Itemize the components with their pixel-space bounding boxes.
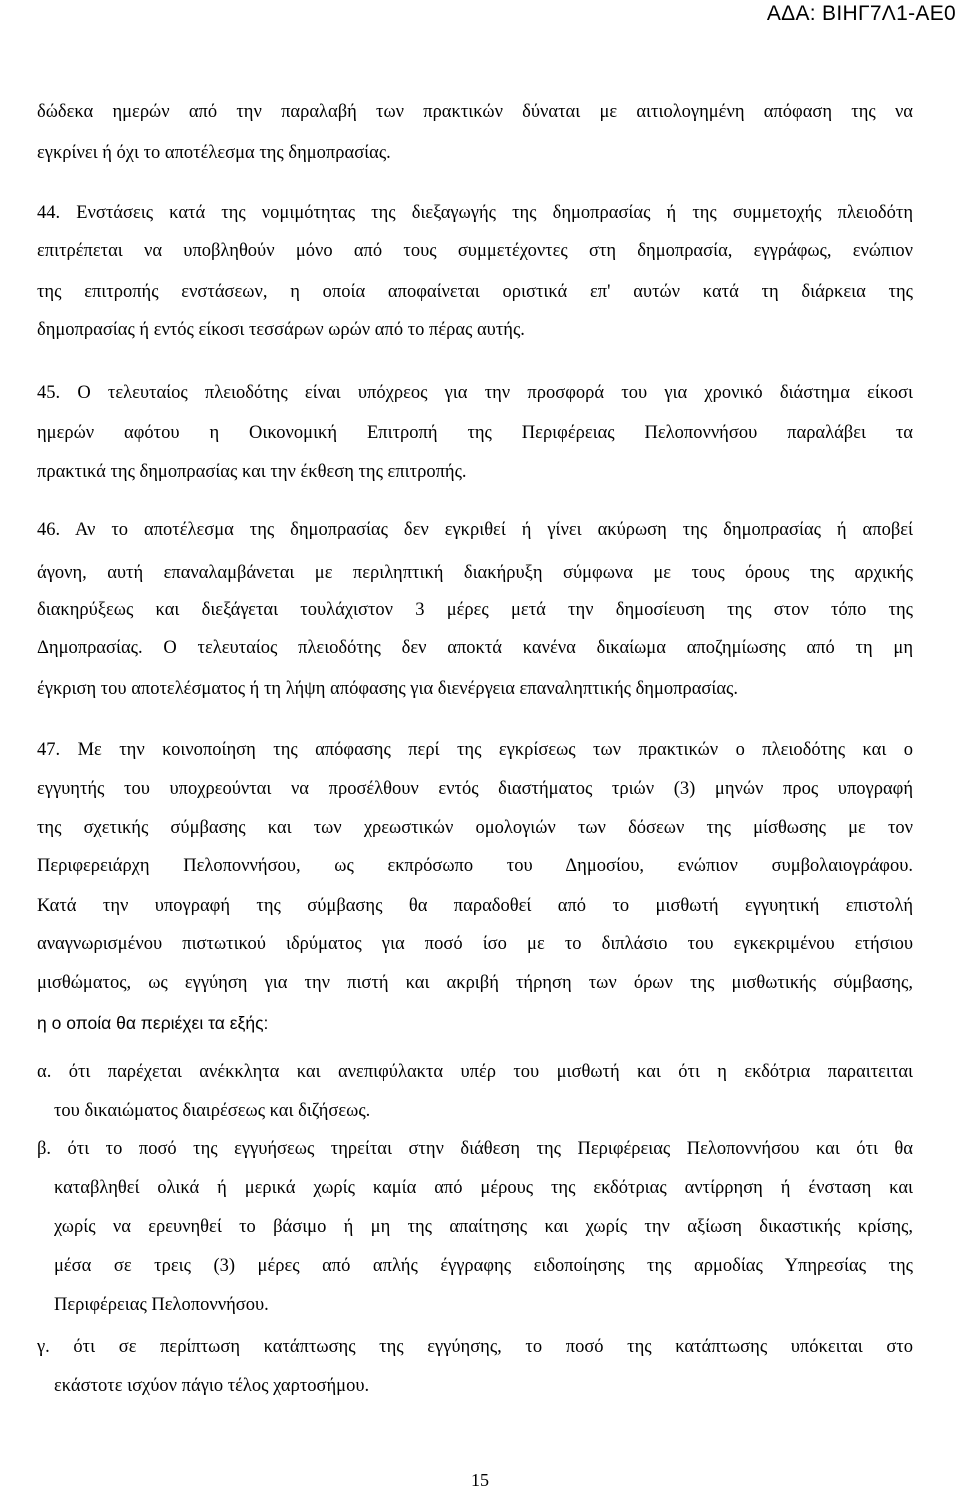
text-line: Δημοπρασίας. Ο τελευταίος πλειοδότης δεν αποκτά κανένα δικαίωμα αποζημίωσης από τη μη <box>37 638 913 658</box>
text-line: εγκρίνει ή όχι το αποτέλεσμα της δημοπρασίας. <box>37 143 391 163</box>
list-item-c: γ. ότι σε περίπτωση κατάπτωσης της εγγύησης, το ποσό της κατάπτωσης υπόκειται στο <box>37 1337 913 1357</box>
text-line: δημοπρασίας ή εντός είκοσι τεσσάρων ωρών από το πέρας αυτής. <box>37 320 525 340</box>
text-line: άγονη, αυτή επαναλαμβάνεται με περιληπτική διακήρυξη σύμφωνα με τους όρους της αρχικής <box>37 563 913 583</box>
text-line: του δικαιώματος διαιρέσεως και διζήσεως. <box>54 1101 371 1121</box>
text-line: ημερών αφότου η Οικονομική Επιτροπή της Περιφέρειας Πελοποννήσου παραλάβει τα <box>37 423 913 443</box>
text-line: επιτρέπεται να υποβληθούν μόνο από τους συμμετέχοντες στη δημοπρασία, εγγράφως, ενώπιον <box>37 241 913 261</box>
list-item-b: β. ότι το ποσό της εγγυήσεως τηρείται στην διάθεση της Περιφέρειας Πελοποννήσου και ότι θα <box>37 1139 913 1159</box>
text-line: της σχετικής σύμβασης και των χρεωστικών ομολογιών των δόσεων της μίσθωσης με τον <box>37 818 913 838</box>
text-line: έγκριση του αποτελέσματος ή τη λήψη απόφασης για διενέργεια επαναληπτικής δημοπρασίας. <box>37 679 738 699</box>
text-line: χωρίς να ερευνηθεί το βάσιμο ή μη της απαίτησης και χωρίς την αξίωση δικαστικής κρίσης, <box>54 1217 913 1237</box>
text-line: Κατά την υπογραφή της σύμβασης θα παραδοθεί από το μισθωτή εγγυητική επιστολή <box>37 896 913 916</box>
text-line: της επιτροπής ενστάσεων, η οποία αποφαίνεται οριστικά επ' αυτών κατά τη διάρκεια της <box>37 282 913 302</box>
text-line: εγγυητής του υποχρεούνται να προσέλθουν εντός διαστήματος τριών (3) μηνών προς υπογραφή <box>37 779 913 799</box>
text-line: μέσα σε τρεις (3) μέρες από απλής έγγραφης ειδοποίησης της αρμοδίας Υπηρεσίας της <box>54 1256 913 1276</box>
text-line: η ο οποία θα περιέχει τα εξής: <box>37 1013 269 1033</box>
text-line: 44. Ενστάσεις κατά της νομιμότητας της διεξαγωγής της δημοπρασίας ή της συμμετοχής πλειοδότη <box>37 203 913 223</box>
text-line: δώδεκα ημερών από την παραλαβή των πρακτικών δύναται με αιτιολογημένη απόφαση της να <box>37 102 913 122</box>
list-item-a: α. ότι παρέχεται ανέκκλητα και ανεπιφύλακτα υπέρ του μισθωτή και ότι η εκδότρια παραιτειται <box>37 1062 913 1082</box>
ada-code: ΑΔΑ: ΒΙΗΓ7Λ1-ΑΕ0 <box>766 2 956 25</box>
text-line: αναγνωρισμένου πιστωτικού ιδρύματος για ποσό ίσο με το διπλάσιο του εγκεκριμένου ετήσιου <box>37 934 913 954</box>
text-line: 46. Αν το αποτέλεσμα της δημοπρασίας δεν εγκριθεί ή γίνει ακύρωση της δημοπρασίας ή αποβεί <box>37 520 913 540</box>
text-line: Περιφερειάρχη Πελοποννήσου, ως εκπρόσωπο του Δημοσίου, ενώπιον συμβολαιογράφου. <box>37 856 913 876</box>
text-line: 47. Με την κοινοποίηση της απόφασης περί της εγκρίσεως των πρακτικών ο πλειοδότης και ο <box>37 740 913 760</box>
text-line: εκάστοτε ισχύον πάγιο τέλος χαρτοσήμου. <box>54 1376 370 1396</box>
page-number: 15 <box>471 1470 489 1490</box>
text-line: διακηρύξεως και διεξάγεται τουλάχιστον 3 μέρες μετά την δημοσίευση της στον τόπο της <box>37 600 913 620</box>
text-line: πρακτικά της δημοπρασίας και την έκθεση της επιτροπής. <box>37 462 467 482</box>
text-line: καταβληθεί ολικά ή μερικά χωρίς καμία από μέρους της εκδότριας αντίρρηση ή ένσταση και <box>54 1178 913 1198</box>
text-line: 45. Ο τελευταίος πλειοδότης είναι υπόχρεος για την προσφορά του για χρονικό διάστημα είκοσι <box>37 383 913 403</box>
text-line: Περιφέρειας Πελοποννήσου. <box>54 1295 269 1315</box>
text-line: μισθώματος, ως εγγύηση για την πιστή και ακριβή τήρηση των όρων της μισθωτικής σύμβασης, <box>37 973 913 993</box>
